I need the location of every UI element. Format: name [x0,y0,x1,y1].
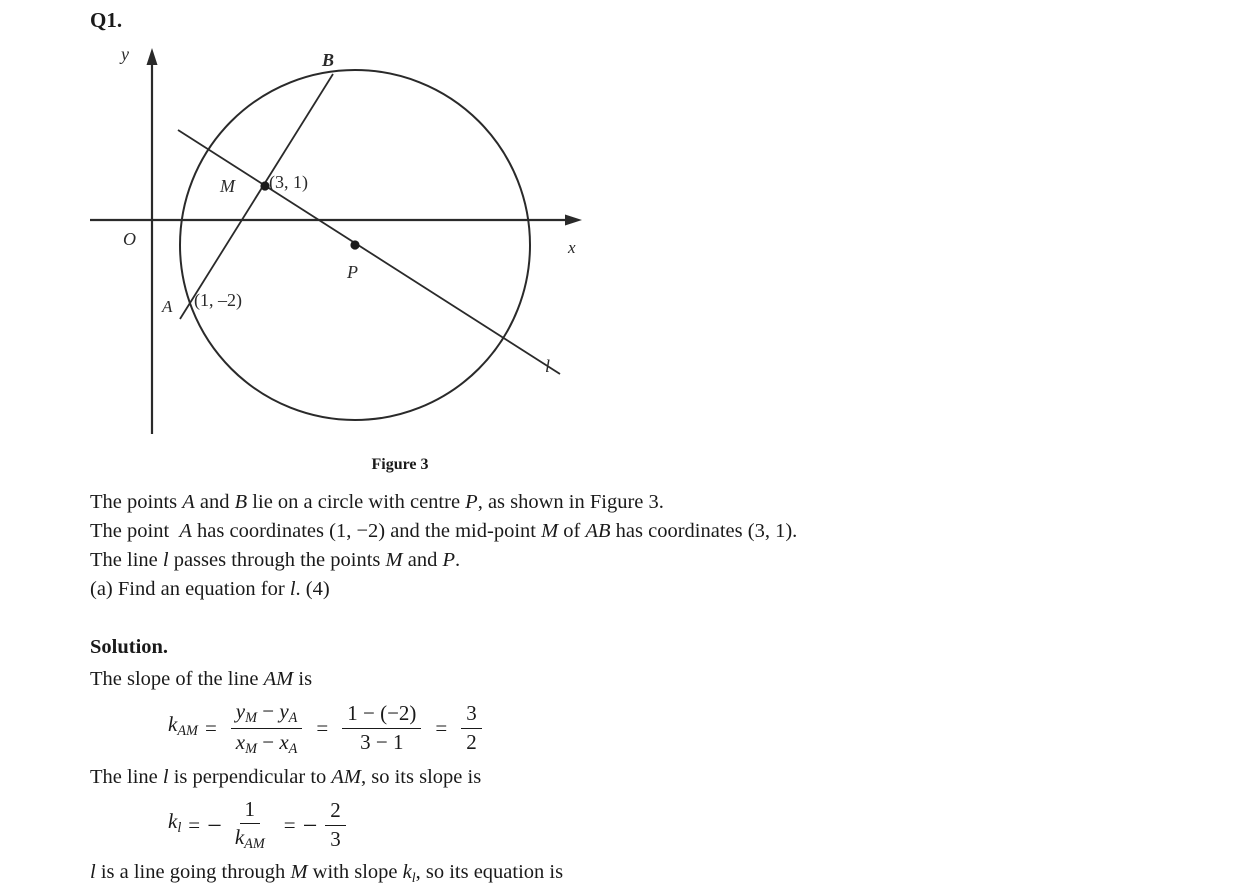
eq2-frac2-denominator: 3 [330,826,341,851]
x-axis-arrow [565,215,582,226]
eq2-frac1-numerator: 1 [240,798,261,825]
solution-line-3: l is a line going through M with slope $k_l$, so its equation is [90,861,564,887]
point-p-dot [350,240,359,249]
circle-diagram-svg [90,34,710,474]
solution-heading: Solution. [90,636,169,658]
eq1-equals-1: = [204,715,217,740]
eq2-minus-2: − [302,810,318,840]
label-line-l: l [545,356,551,376]
eq2-frac1-denominator: $k_{AM}$ [234,825,265,853]
eq1-fraction-3 [461,702,482,754]
question-body [90,488,1190,604]
question-line-2: The point A has coordinates (1, −2) and the mid-point M of AB has coordinates (3, 1). [90,520,798,542]
chord-ab [180,74,333,319]
figure-3-diagram [90,34,710,474]
solution-body [90,665,1190,893]
eq1-lhs: $k_{AM}$ [168,712,198,740]
eq2-frac2-numerator: 2 [325,799,346,826]
equation-k-l [90,798,1190,852]
eq1-frac2-numerator: 1 − (−2) [342,702,421,729]
line-l [178,130,560,374]
eq1-fraction-1 [231,700,303,757]
solution-line-2: The line l is perpendicular to AM, so its slope is [90,765,482,788]
eq2-lhs: $k_l$ [168,809,182,837]
eq1-equals-3: = [435,715,448,740]
eq2-fraction-2 [325,799,346,851]
eq1-fraction-2 [342,702,421,754]
eq1-frac2-denominator: 3 − 1 [360,729,404,754]
eq1-frac3-denominator: 2 [466,729,477,754]
label-a-coords: (1, –2) [194,290,242,310]
solution-line-1: The slope of the line AM is [90,668,313,690]
label-m-coords: (3, 1) [269,172,308,192]
eq2-equals-1: = [188,812,201,837]
label-b: B [322,50,335,70]
eq2-minus-1: − [207,810,222,840]
question-line-4: (a) Find an equation for l. (4) [90,578,330,600]
eq1-frac1-denominator: $x_M - x_A$ [235,729,298,757]
question-number: Q1. [90,8,123,32]
eq2-equals-2: = [283,812,296,837]
eq1-frac1-numerator: $y_M - y_A$ [231,700,303,729]
label-y-axis: y [121,44,129,64]
question-line-1: The points A and B lie on a circle with centre P, as shown in Figure 3. [90,491,664,513]
label-p: P [347,262,358,282]
question-line-3: The line l passes through the points M and P. [90,549,461,571]
y-axis-arrow [147,48,158,65]
eq1-equals-2: = [316,715,329,740]
figure-caption: Figure 3 [371,456,429,473]
eq1-frac3-numerator: 3 [461,702,482,729]
eq2-fraction-1 [230,798,270,852]
equation-k-am [90,700,1190,757]
label-m: M [220,176,235,196]
label-a: A [162,297,173,316]
label-x-axis: x [568,238,576,257]
label-origin: O [123,229,136,249]
